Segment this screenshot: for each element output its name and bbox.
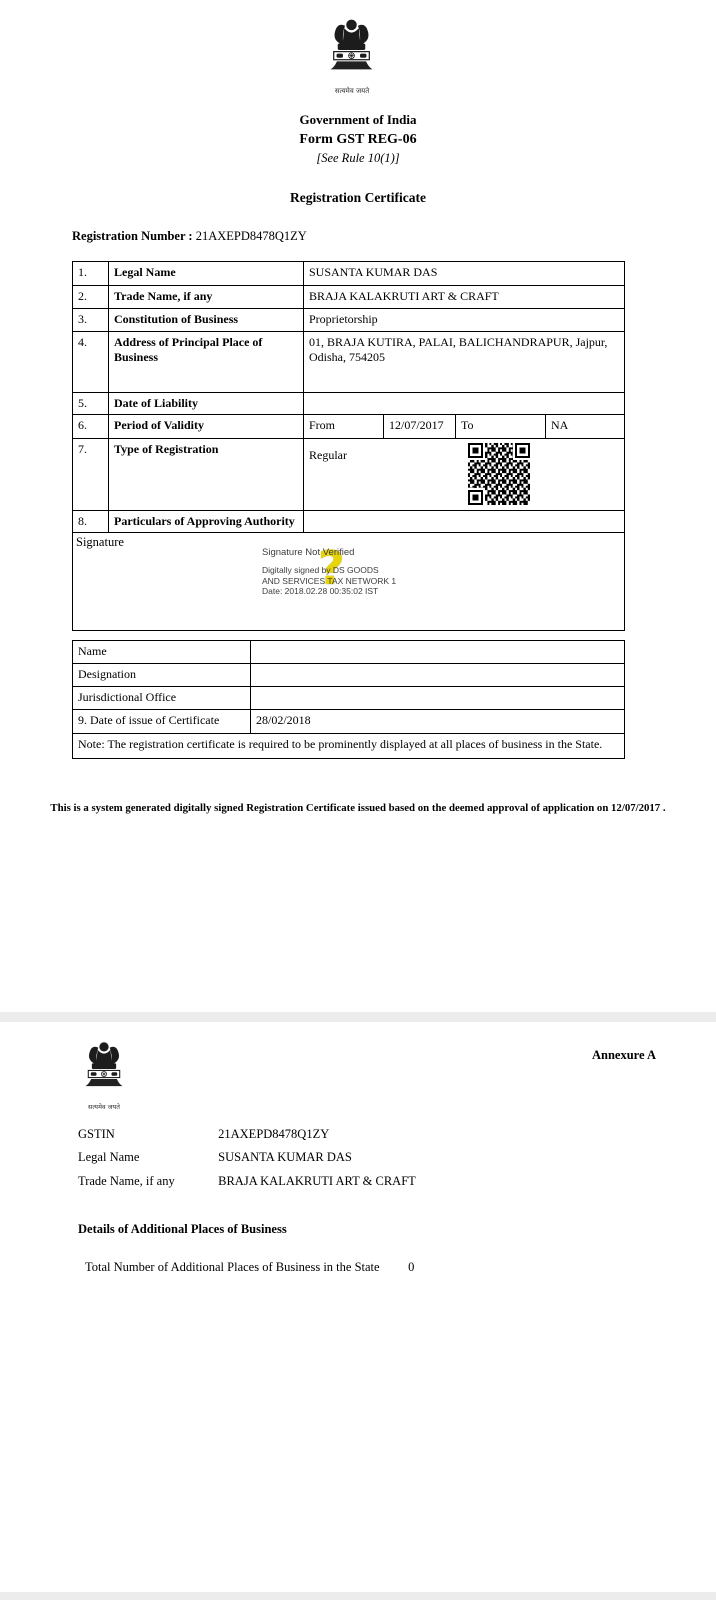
row-label: Address of Principal Place of Business [109, 332, 304, 393]
row-value: 01, BRAJA KUTIRA, PALAI, BALICHANDRAPUR, Jajpur, Odisha, 754205 [304, 332, 625, 393]
row-label: Constitution of Business [109, 309, 304, 332]
field-label: Legal Name [78, 1150, 140, 1164]
table-row [73, 664, 625, 687]
government-title: Government of India [299, 112, 417, 127]
row-value [304, 439, 625, 511]
table-row-period-of-validity [73, 415, 625, 439]
table-row [73, 309, 625, 332]
row-value: 28/02/2018 [251, 710, 625, 734]
signature-question-icon: ? [318, 541, 345, 595]
signature-line: AND SERVICES TAX NETWORK 1 [262, 575, 397, 586]
row-value [304, 393, 625, 415]
row-value [251, 641, 625, 664]
table-row [73, 687, 625, 710]
row-value [251, 687, 625, 710]
row-label: Legal Name [109, 262, 304, 286]
signature-label: Signature [76, 535, 124, 549]
row-number: 6. [73, 415, 109, 439]
registration-number-label: Registration Number : [72, 229, 193, 243]
row-value [304, 511, 625, 533]
table-row-type-of-registration [73, 439, 625, 511]
satyameva-jayate-caption: सत्यमेव जयते [334, 87, 370, 95]
registration-table [72, 261, 625, 533]
row-label: 9. Date of issue of Certificate [73, 710, 251, 734]
table-row [73, 641, 625, 664]
row-value: BRAJA KALAKRUTI ART & CRAFT [304, 286, 625, 309]
row-value: SUSANTA KUMAR DAS [304, 262, 625, 286]
row-value [251, 664, 625, 687]
field-value: 21AXEPD8478Q1ZY [218, 1127, 330, 1141]
row-label: Type of Registration [109, 439, 304, 511]
row-number: 7. [73, 439, 109, 511]
row-number: 2. [73, 286, 109, 309]
row-label: Name [73, 641, 251, 664]
field-label: GSTIN [78, 1127, 115, 1141]
row-number: 4. [73, 332, 109, 393]
total-places-label: Total Number of Additional Places of Business in the State [85, 1260, 380, 1274]
table-row [73, 511, 625, 533]
row-value: Proprietorship [304, 309, 625, 332]
signature-line: Digitally signed by DS GOODS [262, 565, 379, 575]
row-label: Date of Liability [109, 393, 304, 415]
rule-reference: [See Rule 10(1)] [316, 151, 400, 165]
system-generated-note: This is a system generated digitally signed Registration Certificate issued based on the deemed approval of application on 12/07/2017 . [50, 802, 666, 814]
signature-not-verified-text: Signature Not Verified [262, 547, 355, 558]
field-row [78, 1150, 352, 1165]
table-row [73, 332, 625, 393]
page-separator [0, 1592, 716, 1600]
signature-section [72, 532, 625, 631]
satyameva-jayate-caption: सत्यमेव जयते [88, 1103, 120, 1111]
total-places-row [85, 1260, 414, 1275]
table-row [73, 393, 625, 415]
field-value: SUSANTA KUMAR DAS [218, 1150, 352, 1164]
field-label: Trade Name, if any [78, 1174, 175, 1188]
period-from-label: From [304, 415, 384, 439]
field-row [78, 1174, 416, 1189]
signature-line: Date: 2018.02.28 00:35:02 IST [262, 586, 379, 597]
field-row [78, 1127, 329, 1142]
annexure-label: Annexure A [591, 1048, 656, 1062]
details-heading: Details of Additional Places of Business [78, 1222, 287, 1236]
row-number: 8. [73, 511, 109, 533]
form-title: Form GST REG-06 [299, 132, 417, 147]
note-row [73, 734, 625, 759]
period-to-value: NA [546, 415, 625, 439]
row-label: Designation [73, 664, 251, 687]
total-places-value: 0 [408, 1260, 415, 1274]
certificate-title: Registration Certificate [289, 190, 427, 205]
table-row [73, 262, 625, 286]
row-number: 3. [73, 309, 109, 332]
row-number: 1. [73, 262, 109, 286]
page-separator [0, 1012, 716, 1022]
row-label: Trade Name, if any [109, 286, 304, 309]
emblem-of-india-icon [323, 16, 380, 84]
row-label: Jurisdictional Office [73, 687, 251, 710]
table-row [73, 710, 625, 734]
period-from-value: 12/07/2017 [384, 415, 456, 439]
note-text: Note: The registration certificate is required to be prominently displayed at all places of business in the State. [73, 734, 625, 759]
row-label: Particulars of Approving Authority [109, 511, 304, 533]
registration-number-line [72, 229, 307, 244]
officer-table [72, 640, 625, 759]
table-row [73, 286, 625, 309]
period-to-label: To [456, 415, 546, 439]
registration-type-value: Regular [309, 448, 347, 462]
digital-signature-stamp [262, 541, 482, 597]
registration-number-value: 21AXEPD8478Q1ZY [195, 229, 307, 243]
qr-code [467, 443, 531, 505]
row-label: Period of Validity [109, 415, 304, 439]
field-value: BRAJA KALAKRUTI ART & CRAFT [218, 1174, 416, 1188]
row-number: 5. [73, 393, 109, 415]
